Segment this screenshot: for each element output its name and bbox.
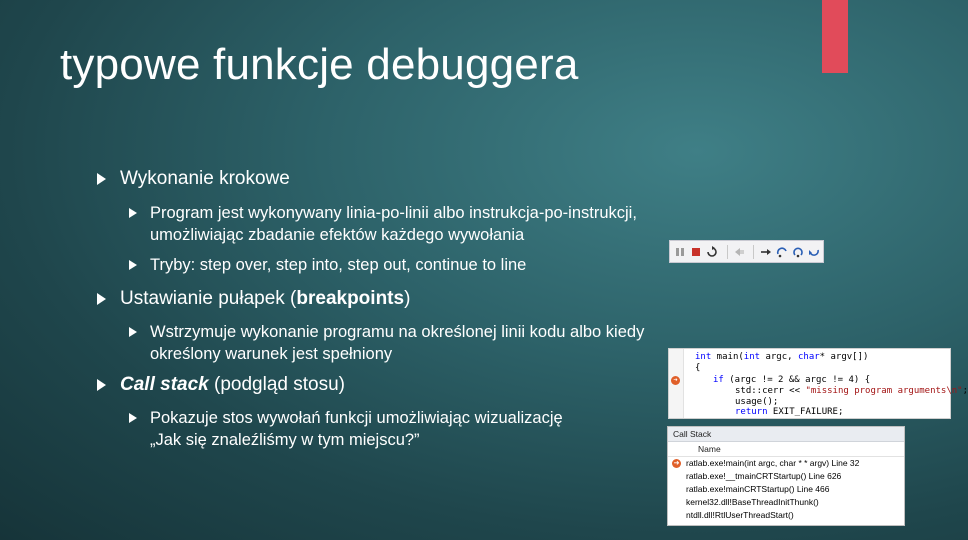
call-stack-row[interactable]: ratlab.exe!__tmainCRTStartup() Line 626 — [686, 471, 842, 481]
code-line-5: usage(); — [735, 397, 779, 407]
call-stack-row[interactable]: kernel32.dll!BaseThreadInitThunk() — [686, 497, 819, 507]
code-line-4: std::cerr << "missing program arguments\n"; — [735, 386, 968, 396]
call-stack-row[interactable]: ntdll.dll!RtlUserThreadStart() — [686, 510, 794, 520]
bullet-arrow-icon — [129, 413, 137, 423]
pause-icon[interactable] — [674, 245, 687, 259]
bullet-arrow-icon — [129, 327, 137, 337]
current-frame-icon: ➜ — [673, 460, 680, 467]
bullet-step-execution: Wykonanie krokowe — [97, 168, 290, 190]
sub-bullet-line-by-line: Program jest wykonywany linia-po-linii albo instrukcja-po-instrukcji, umożliwiając zbadanie efektów każdego wywołania — [129, 202, 637, 246]
step-back-icon[interactable] — [807, 245, 820, 259]
sub-bullet-breakpoint-desc: Wstrzymuje wykonanie programu na określonej linii kodu albo kiedy określony warunek jest spełniony — [129, 321, 644, 365]
bullet-arrow-icon — [97, 379, 106, 391]
call-stack-row[interactable]: ratlab.exe!mainCRTStartup() Line 466 — [686, 484, 830, 494]
call-stack-row[interactable]: ➜ ratlab.exe!main(int argc, char * * argv) Line 32 — [668, 457, 904, 470]
breakpoint-icon[interactable]: ➜ — [671, 376, 680, 385]
code-line-6: return EXIT_FAILURE; — [735, 407, 844, 417]
sub-bullet-modes: Tryby: step over, step into, step out, continue to line — [129, 254, 526, 276]
code-editor-panel — [668, 348, 968, 419]
call-stack-column-name[interactable]: Name — [668, 442, 904, 457]
bullet-arrow-icon — [129, 208, 137, 218]
debug-toolbar — [669, 240, 824, 263]
code-line-1: int main(int argc, char* argv[]) — [695, 352, 869, 362]
step-into-icon[interactable] — [759, 245, 772, 259]
call-stack-title: Call Stack — [668, 427, 904, 442]
show-next-statement-icon[interactable] — [733, 245, 746, 259]
bullet-call-stack: Call stack (podgląd stosu) — [97, 374, 345, 396]
toolbar-separator — [753, 245, 754, 259]
bullet-arrow-icon — [97, 293, 106, 305]
code-line-2: { — [695, 363, 701, 373]
bullet-breakpoints: Ustawianie pułapek (breakpoints) — [97, 288, 410, 310]
step-out-icon[interactable] — [791, 245, 804, 259]
accent-bar — [822, 0, 848, 73]
slide-title: typowe funkcje debuggera — [60, 40, 579, 89]
bullet-arrow-icon — [97, 173, 106, 185]
restart-icon[interactable] — [706, 245, 719, 259]
call-stack-panel — [667, 426, 905, 526]
stop-icon[interactable] — [690, 245, 703, 259]
code-line-3: if (argc != 2 && argc != 4) { — [713, 375, 871, 385]
toolbar-separator — [727, 245, 728, 259]
bullet-arrow-icon — [129, 260, 137, 270]
sub-bullet-call-stack-desc: Pokazuje stos wywołań funkcji umożliwiając wizualizację „Jak się znaleźliśmy w tym miejscu?” — [129, 407, 563, 451]
step-over-icon[interactable] — [775, 245, 788, 259]
